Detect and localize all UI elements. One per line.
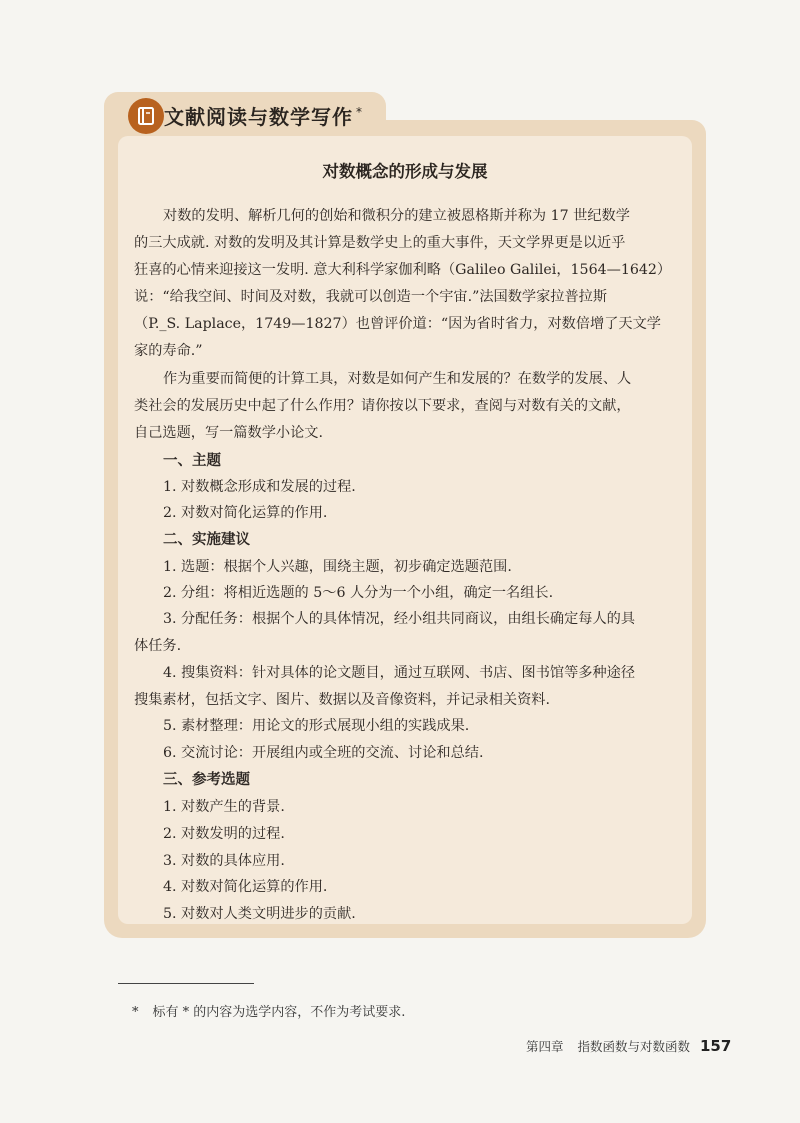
chapter-label: 第四章	[526, 1039, 564, 1054]
body-line: 家的寿命.”	[134, 343, 203, 359]
section-heading: 二、实施建议	[163, 532, 250, 548]
article-title: 对数概念的形成与发展	[322, 162, 488, 181]
section-heading: 三、参考选题	[163, 772, 250, 788]
body-line: （P._S. Laplace，1749—1827）也曾评价道：“因为省时省力，对数倍增了天文学	[134, 316, 661, 332]
body-line: 狂喜的心情来迎接这一发明. 意大利科学家伽利略（Galileo Galilei，1564—1642）	[134, 262, 672, 278]
body-line: 1. 对数概念形成和发展的过程.	[163, 479, 356, 495]
body-line: 5. 对数对人类文明进步的贡献.	[163, 906, 356, 922]
footnote-text: 标有 * 的内容为选学内容，不作为考试要求.	[152, 1005, 406, 1020]
body-line: 作为重要而简便的计算工具，对数是如何产生和发展的？在数学的发展、人	[163, 371, 632, 387]
body-line: 2. 对数发明的过程.	[163, 826, 285, 842]
body-line: 4. 对数对简化运算的作用.	[163, 879, 328, 895]
body-line: 对数的发明、解析几何的创始和微积分的建立被恩格斯并称为 17 世纪数学	[163, 208, 630, 224]
body-line: 3. 对数的具体应用.	[163, 853, 285, 869]
body-line: 5. 素材整理：用论文的形式展现小组的实践成果.	[163, 718, 470, 734]
book-icon	[128, 98, 164, 134]
page-number: 157	[700, 1037, 732, 1055]
chapter-title: 指数函数与对数函数	[577, 1039, 691, 1054]
page-footer	[526, 1037, 731, 1055]
section-title: 文献阅读与数学写作 *	[164, 105, 363, 129]
body-line: 3. 分配任务：根据个人的具体情况，经小组共同商议，由组长确定每人的具	[163, 611, 636, 627]
body-line: 4. 搜集资料：针对具体的论文题目，通过互联网、书店、图书馆等多种途径	[163, 665, 636, 681]
body-line: 2. 分组：将相近选题的 5～6 人分为一个小组，确定一名组长.	[163, 585, 554, 601]
footnote	[132, 1001, 419, 1020]
body-line: 2. 对数对简化运算的作用.	[163, 505, 328, 521]
body-line: 1. 对数产生的背景.	[163, 799, 285, 815]
body-line: 1. 选题：根据个人兴趣，围绕主题，初步确定选题范围.	[163, 559, 512, 575]
body-line: 说：“给我空间、时间及对数，我就可以创造一个宇宙.”法国数学家拉普拉斯	[134, 289, 608, 305]
section-heading: 一、主题	[163, 453, 221, 469]
body-line: 类社会的发展历史中起了什么作用？请你按以下要求，查阅与对数有关的文献，	[134, 398, 631, 414]
body-line: 搜集素材，包括文字、图片、数据以及音像资料，并记录相关资料.	[134, 692, 550, 708]
body-line: 自己选题，写一篇数学小论文.	[134, 425, 323, 441]
body-line: 6. 交流讨论：开展组内或全班的交流、讨论和总结.	[163, 745, 484, 761]
body-line: 体任务.	[134, 638, 182, 654]
footnote-rule	[118, 983, 254, 984]
body-line: 的三大成就. 对数的发明及其计算是数学史上的重大事件，天文学界更是以近乎	[134, 235, 626, 251]
footnote-marker: *	[132, 1005, 139, 1020]
